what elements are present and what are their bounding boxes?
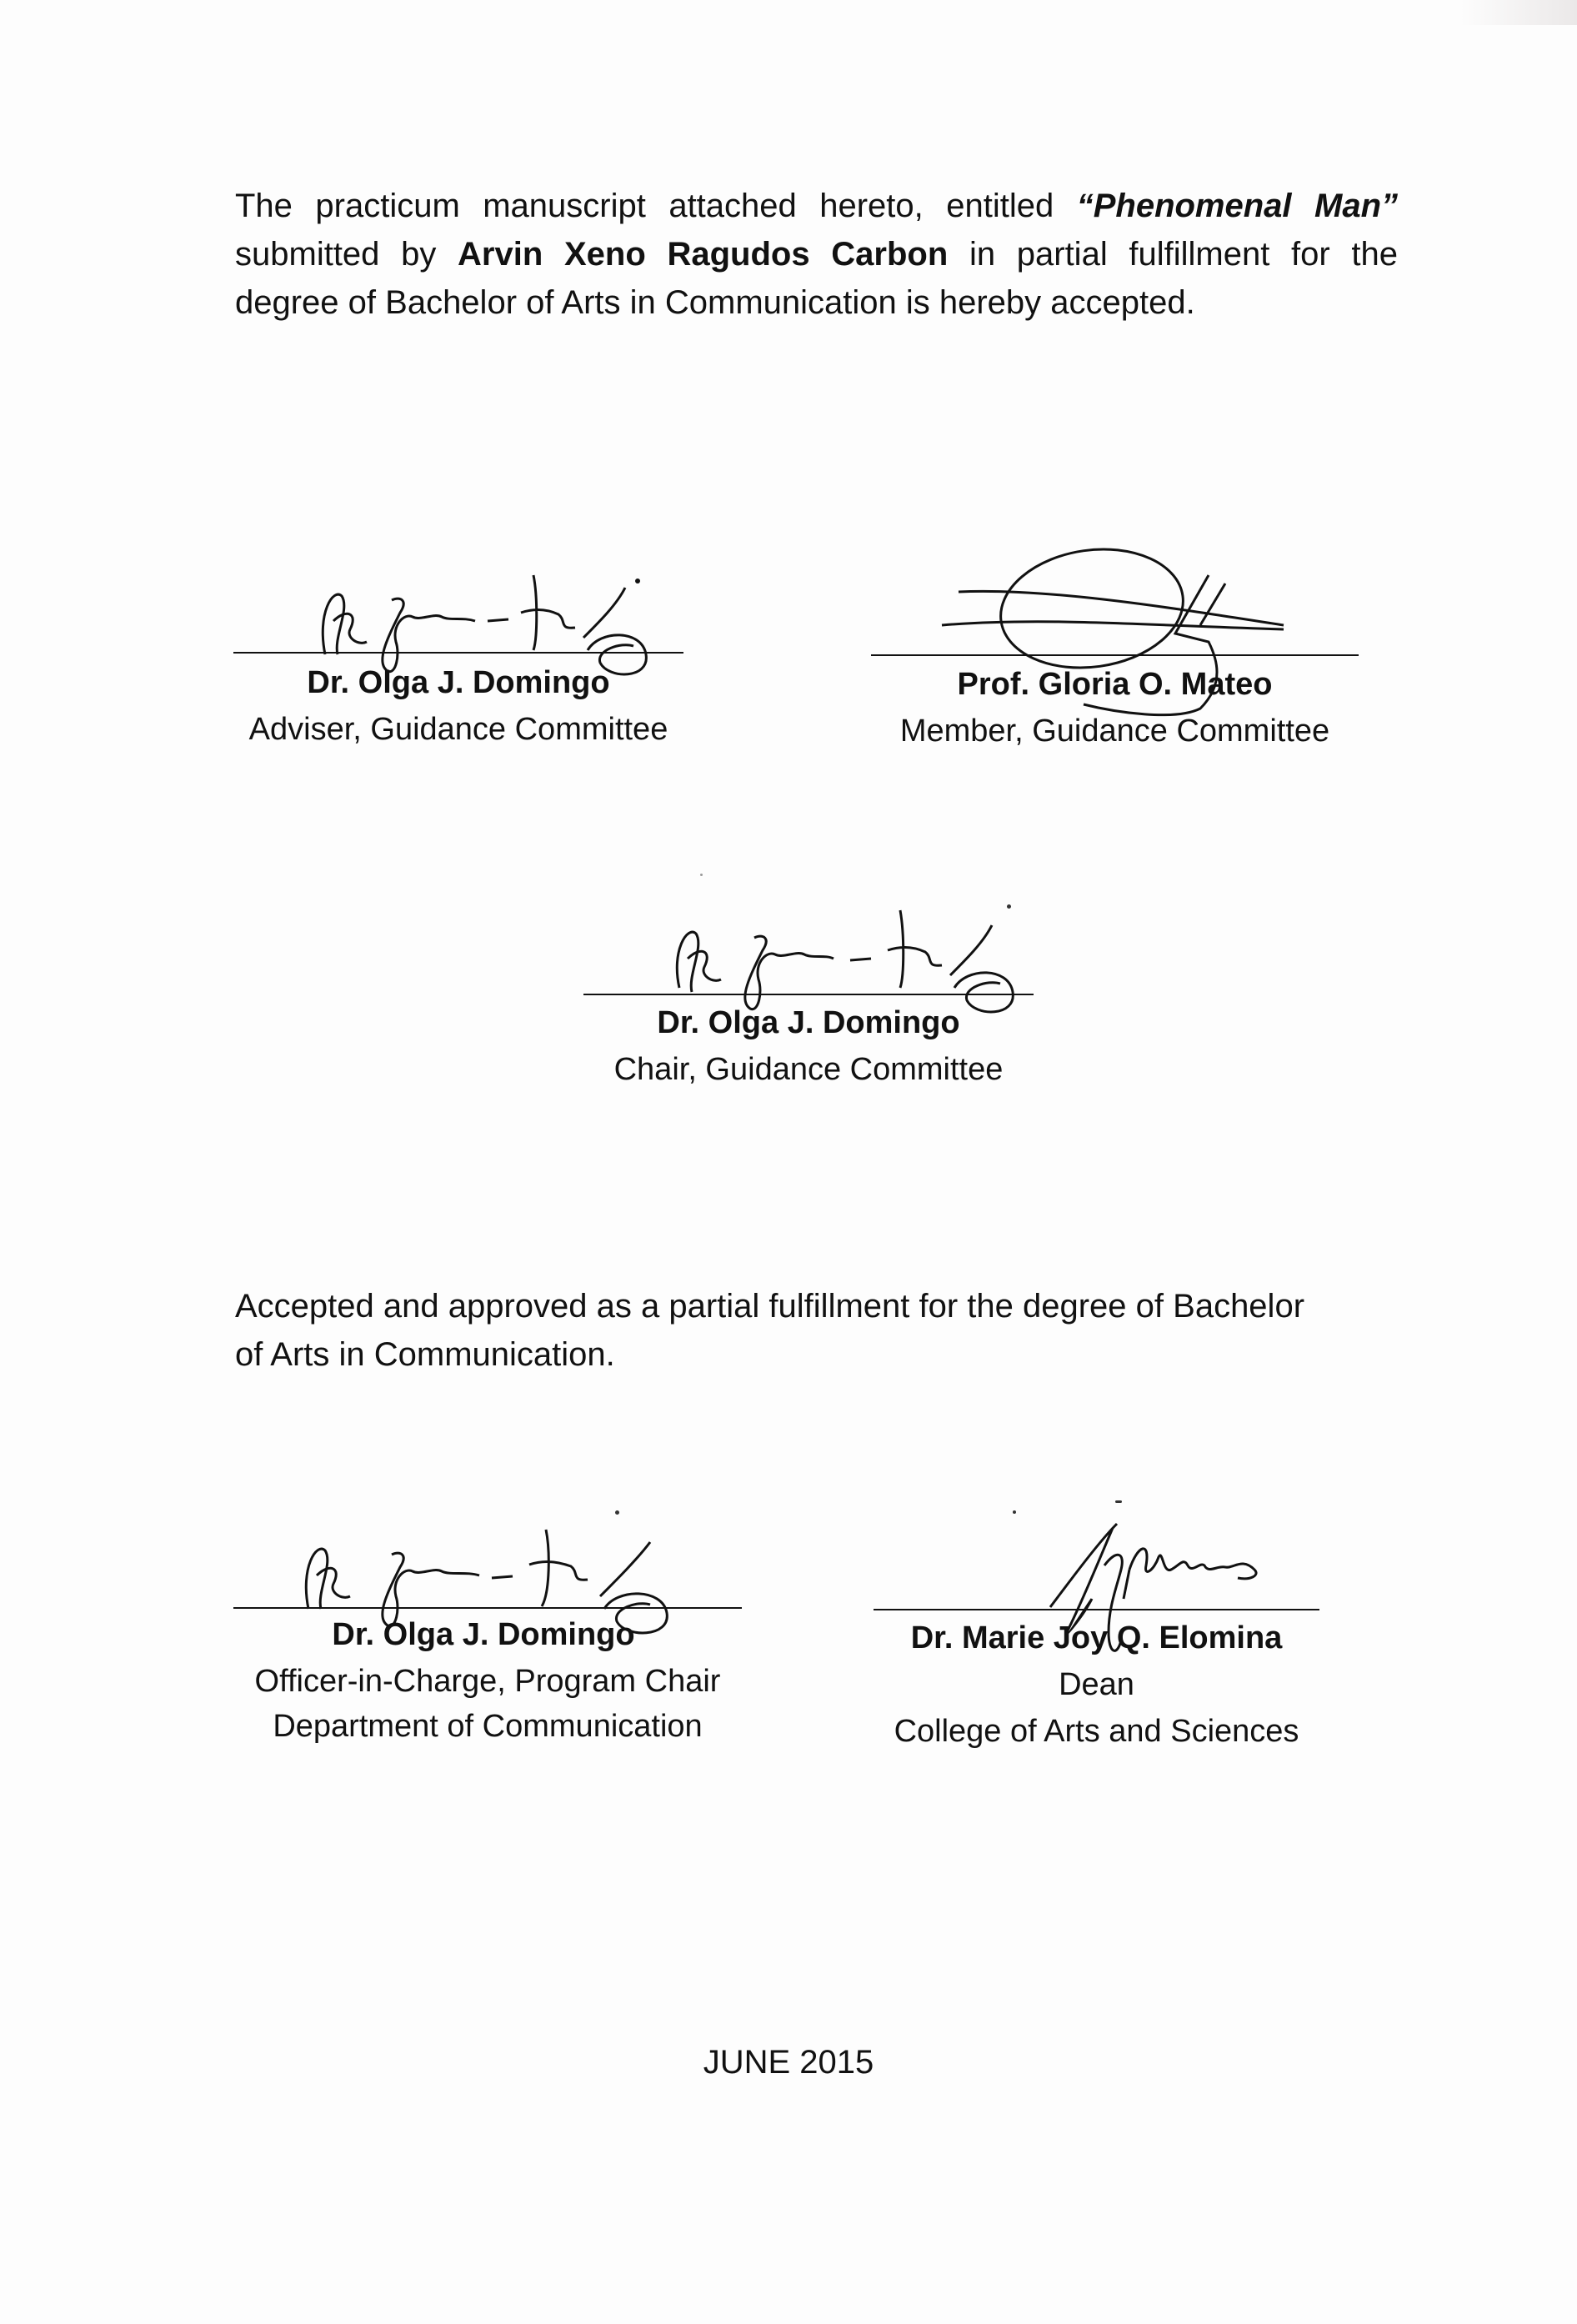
dean-signature-line	[874, 1609, 1319, 1610]
document-date: JUNE 2015	[703, 2044, 874, 2081]
acceptance-line-3: degree of Bachelor of Arts in Communication is hereby accepted.	[235, 284, 1195, 321]
acceptance-line-1	[235, 182, 1398, 230]
adviser-signature-line	[233, 652, 683, 654]
dean-title: Dean	[1059, 1667, 1134, 1702]
scan-speck	[1115, 1500, 1122, 1503]
member-name: Prof. Gloria O. Mateo	[957, 667, 1273, 702]
manuscript-title: “Phenomenal Man”	[1076, 188, 1398, 224]
member-role: Member, Guidance Committee	[899, 714, 1330, 749]
dean-college: College of Arts and Sciences	[894, 1714, 1299, 1749]
program-chair-name: Dr. Olga J. Domingo	[332, 1617, 635, 1652]
acceptance-text: in partial fulfillment for the	[969, 236, 1398, 273]
program-chair-signature-line	[233, 1607, 742, 1609]
acceptance-text: submitted by	[235, 236, 437, 273]
approval-line-1: Accepted and approved as a partial fulfillment for the degree of Bachelor	[235, 1288, 1305, 1325]
acceptance-line-2	[235, 230, 1398, 278]
adviser-name: Dr. Olga J. Domingo	[307, 665, 610, 700]
approval-line-2: of Arts in Communication.	[235, 1336, 615, 1373]
acceptance-paragraph	[235, 182, 1398, 327]
program-chair-role: Officer-in-Charge, Program Chair	[254, 1664, 721, 1699]
acceptance-text: The practicum manuscript attached hereto, entitled	[235, 188, 1054, 224]
adviser-role: Adviser, Guidance Committee	[248, 712, 668, 747]
chair-role: Chair, Guidance Committee	[613, 1052, 1004, 1087]
program-chair-department: Department of Communication	[273, 1709, 703, 1744]
dean-name: Dr. Marie Joy Q. Elomina	[910, 1620, 1283, 1655]
scan-speck	[615, 1510, 619, 1515]
scan-speck	[700, 874, 703, 876]
member-signature-line	[871, 654, 1359, 656]
chair-name: Dr. Olga J. Domingo	[657, 1005, 960, 1040]
scan-speck	[1007, 904, 1011, 909]
chair-signature-line	[583, 994, 1034, 995]
author-name: Arvin Xeno Ragudos Carbon	[458, 236, 949, 273]
scan-speck	[1013, 1510, 1016, 1514]
approval-paragraph	[235, 1282, 1360, 1379]
scan-edge-shadow	[1460, 0, 1577, 25]
